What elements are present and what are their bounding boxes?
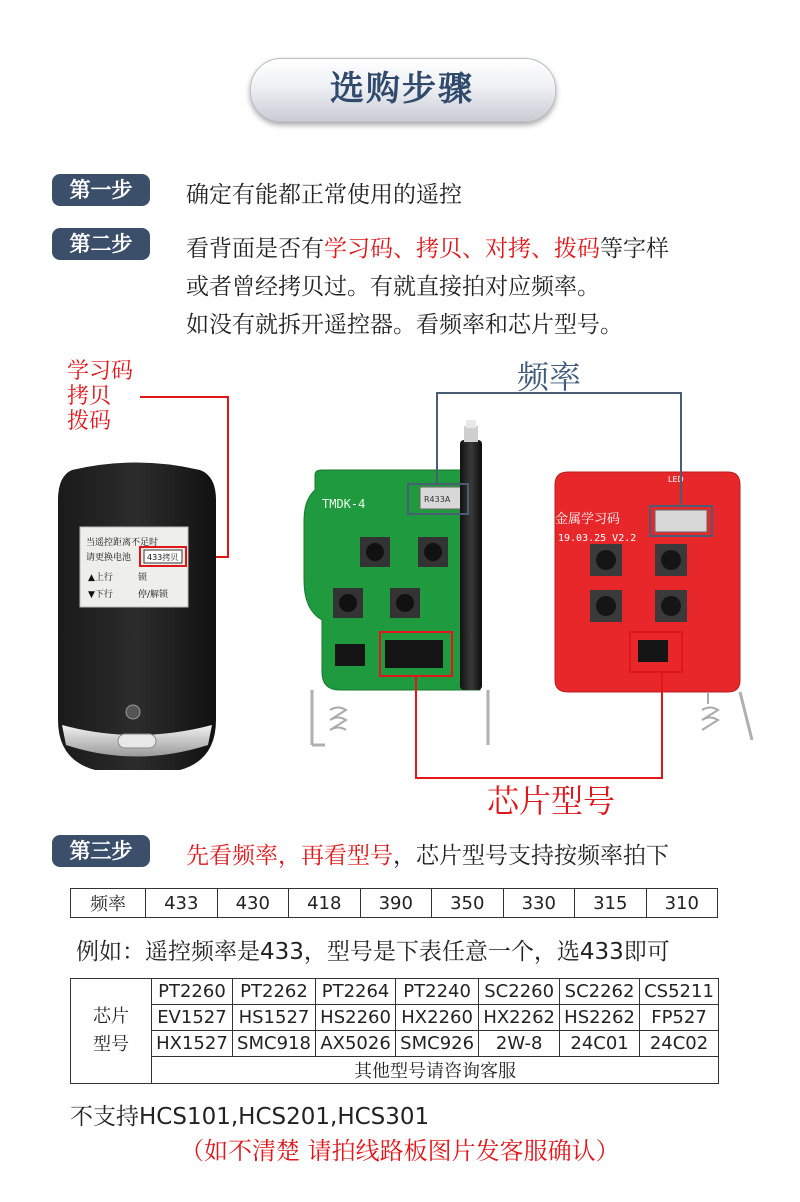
step3-badge: 第三步: [52, 835, 150, 867]
green-crystal-label: R433A: [424, 495, 451, 504]
chip-cell: SC2260: [479, 979, 560, 1005]
step3-highlight: 先看频率，再看型号: [186, 843, 393, 869]
chip-cell: HS1527: [232, 1005, 315, 1031]
chip-cell: AX5026: [316, 1031, 396, 1057]
step2-badge: 第二步: [52, 228, 150, 260]
chip-cell: HS2260: [316, 1005, 396, 1031]
red-pcb: [555, 472, 752, 740]
sticker-stop: 停/解锁: [138, 590, 169, 600]
chip-cell: PT2264: [316, 979, 396, 1005]
chip-cell: 24C01: [560, 1031, 640, 1057]
green-board-label: TMDK-4: [322, 497, 366, 511]
sticker-line1: 当遥控距离不足时: [86, 538, 159, 548]
chip-row-header-line2: 型号: [93, 1034, 129, 1055]
freq-cell: 330: [503, 889, 575, 918]
step1-badge: 第一步: [52, 174, 150, 206]
freq-cell: 430: [217, 889, 289, 918]
step1-text: 确定有能都正常使用的遥控: [186, 182, 462, 208]
step2-line3: 如没有就拆开遥控器。看频率和芯片型号。: [186, 312, 623, 338]
freq-cell: 433: [146, 889, 218, 918]
chip-cell: PT2240: [396, 979, 479, 1005]
red-led-label: LED: [668, 475, 684, 484]
step2-suffix: 等字样: [600, 236, 669, 262]
product-illustration: [0, 350, 800, 820]
freq-cell: 390: [360, 889, 432, 918]
red-board-label: 金属学习码: [555, 512, 621, 527]
step2-line1: [186, 230, 669, 263]
chip-cell: SC2262: [560, 979, 640, 1005]
chip-row-header: [71, 979, 152, 1084]
sticker-lock: 锁: [138, 573, 148, 583]
red-board-date: 19.03.25 V2.2: [558, 533, 637, 544]
chip-cell: SMC926: [396, 1031, 479, 1057]
frequency-table: [70, 888, 718, 918]
chip-cell: EV1527: [152, 1005, 233, 1031]
sticker-up: ▲上行: [88, 573, 113, 583]
chip-model-label: 芯片型号: [487, 782, 616, 820]
chip-cell: HX1527: [152, 1031, 233, 1057]
green-pcb: [304, 420, 488, 745]
step3-text: [186, 837, 669, 870]
freq-cell: 310: [646, 889, 718, 918]
keyword-label-learn: 学习码: [67, 359, 134, 384]
chip-model-table: [70, 978, 719, 1084]
chip-cell: PT2260: [152, 979, 233, 1005]
page-title: 选购步骤: [330, 69, 474, 109]
chip-cell: FP527: [640, 1005, 719, 1031]
chip-cell: 2W-8: [479, 1031, 560, 1057]
freq-header-cell: 频率: [71, 889, 146, 918]
step3-rest: ，芯片型号支持按频率拍下: [393, 843, 669, 869]
sticker-down: ▼下行: [88, 590, 113, 600]
chip-cell: CS5211: [640, 979, 719, 1005]
step2-highlight: 学习码、拷贝、对拷、拨码: [324, 236, 600, 262]
chip-row-header-line1: 芯片: [93, 1006, 129, 1027]
remote-control: [58, 463, 216, 771]
sticker-tag: 433拷贝: [147, 553, 179, 562]
step2-prefix: 看背面是否有: [186, 236, 324, 262]
chip-cell: HS2262: [560, 1005, 640, 1031]
chip-cell: 24C02: [640, 1031, 719, 1057]
keyword-label-dip: 拨码: [67, 409, 112, 434]
keyword-label-copy: 拷贝: [67, 384, 112, 409]
frequency-label: 频率: [517, 358, 582, 396]
freq-cell: 418: [289, 889, 361, 918]
chip-cell: PT2262: [232, 979, 315, 1005]
example-text: 例如：遥控频率是433，型号是下表任意一个，选433即可: [76, 939, 670, 965]
unsupported-note: 不支持HCS101,HCS201,HCS301: [70, 1104, 430, 1130]
chip-table-footer: 其他型号请咨询客服: [152, 1057, 719, 1084]
freq-cell: 315: [575, 889, 647, 918]
confirm-note: （如不清楚 请拍线路板图片发客服确认）: [180, 1137, 620, 1165]
freq-cell: 350: [432, 889, 504, 918]
chip-cell: HX2260: [396, 1005, 479, 1031]
sticker-line2: 请更换电池: [86, 553, 132, 563]
chip-cell: HX2262: [479, 1005, 560, 1031]
step2-line2: 或者曾经拷贝过。有就直接拍对应频率。: [186, 274, 600, 300]
chip-cell: SMC918: [232, 1031, 315, 1057]
